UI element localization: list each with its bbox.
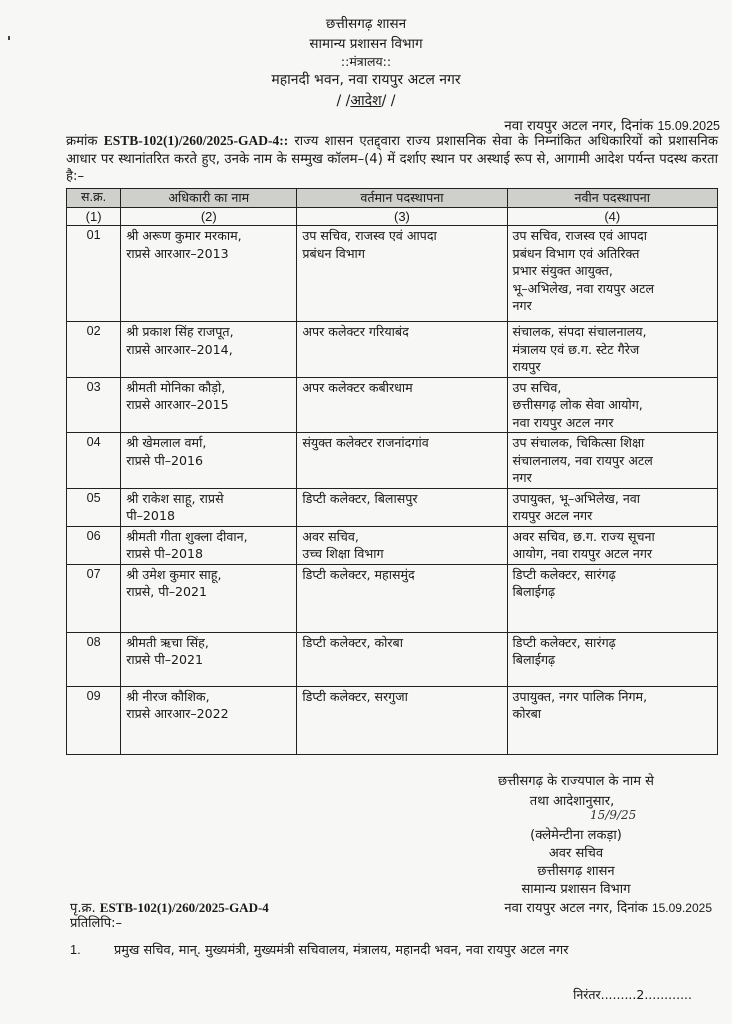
current-posting-cell	[297, 632, 507, 686]
cell-line: मंत्रालय एवं छ.ग. स्टेट गैरेज	[512, 341, 640, 357]
cell-line: नवा रायपुर अटल नगर	[512, 414, 614, 430]
new-posting-cell	[507, 377, 717, 433]
cell-line: डिप्टी कलेक्टर, महासमुंद	[302, 566, 415, 582]
current-posting-cell	[297, 686, 507, 754]
cell-line: राप्रसे आरआर–2022	[126, 706, 229, 721]
signatory-name: (क्लेमेन्टीना लकड़ा)	[530, 828, 622, 843]
department-name: सामान्य प्रशासन विभाग	[309, 36, 423, 52]
govt-name: छत्तीसगढ़ शासन	[325, 16, 407, 32]
cell-line: श्री उमेश कुमार साहू,	[126, 566, 222, 582]
intro-paragraph	[66, 132, 718, 186]
cell-line: डिप्टी कलेक्टर, सरगुजा	[302, 688, 408, 704]
cell-line: रायपुर	[512, 359, 541, 374]
table-row	[67, 632, 718, 686]
new-posting-cell	[507, 526, 717, 564]
sno-cell: 05	[67, 488, 121, 526]
header-sno: स.क्र.	[67, 189, 121, 208]
copy-text: प्रमुख सचिव, मान्. मुख्यमंत्री, मुख्यमंत्री सचिवालय, मंत्रालय, महानदी भवन, नवा रायपुर अटल नगर	[114, 943, 569, 958]
new-posting-cell	[507, 433, 717, 489]
cell-line: डिप्टी कलेक्टर, सारंगढ़	[512, 634, 616, 650]
cell-line: राप्रसे आरआर–2014,	[126, 341, 233, 357]
sno-cell: 01	[67, 226, 121, 322]
sno-cell: 04	[67, 433, 121, 489]
cell-line: नगर	[512, 470, 532, 485]
officer-name-cell	[121, 564, 297, 632]
new-posting-cell	[507, 488, 717, 526]
cell-line: संचालनालय, नवा रायपुर अटल	[512, 452, 653, 468]
colnum-4: (4)	[507, 207, 717, 226]
officer-name-cell	[121, 377, 297, 433]
copy-label: प्रतिलिपि:–	[70, 916, 122, 931]
sno-cell: 09	[67, 686, 121, 754]
intro-text: राज्य शासन एतद्द्वारा राज्य प्रशासनिक सेवा के निम्नांकित अधिकारियों को प्रशासनिक आधार पर स्थानांतरित करते हुए, उनके नाम के सम्मुख कॉलम–(4) में दर्शाए स्थान पर अस्थाई रूप से, आगामी आदेश पर्यन्त पदस्थ करता है:–	[66, 134, 718, 184]
endorsement-place: नवा रायपुर अटल नगर, दिनांक	[504, 901, 648, 916]
table-header-row	[67, 189, 718, 208]
header-new-posting: नवीन पदस्थापना	[507, 189, 717, 208]
header-officer-name: अधिकारी का नाम	[121, 189, 297, 208]
cell-line: बिलाईगढ़	[512, 652, 556, 667]
cell-line: प्रबंधन विभाग	[302, 245, 365, 261]
cell-line: प्रभार संयुक्त आयुक्त,	[512, 263, 613, 278]
order-suffix: / /	[381, 93, 396, 109]
sno-cell: 02	[67, 322, 121, 378]
cell-line: डिप्टी कलेक्टर, सारंगढ़	[512, 566, 616, 582]
ref-number: ESTB-102(1)/260/2025-GAD-4::	[103, 133, 289, 148]
cell-line: राप्रसे पी–2018	[126, 546, 204, 561]
cell-line: उपायुक्त, नगर पालिक निगम,	[512, 688, 648, 704]
table-row	[67, 226, 718, 322]
ministry-label: ::मंत्रालय::	[340, 54, 392, 69]
cell-line: रायपुर अटल नगर	[512, 508, 593, 523]
cell-line: प्रबंधन विभाग एवं अतिरिक्त	[512, 245, 640, 261]
cell-line: श्रीमती ऋचा सिंह,	[126, 634, 209, 650]
endorsement-ref-label: पृ.क्र.	[70, 901, 96, 916]
transfer-table	[66, 188, 718, 755]
cell-line: संचालक, संपदा संचालनालय,	[512, 324, 647, 339]
cell-line: आयोग, नवा रायपुर अटल नगर	[512, 546, 653, 561]
officer-name-cell	[121, 488, 297, 526]
colnum-1: (1)	[67, 207, 121, 226]
ref-label: क्रमांक	[66, 134, 98, 149]
table-row	[67, 488, 718, 526]
cell-line: अपर कलेक्टर कबीरधाम	[302, 379, 413, 395]
cell-line: उच्च शिक्षा विभाग	[302, 546, 384, 561]
officer-name-cell	[121, 322, 297, 378]
new-posting-cell	[507, 632, 717, 686]
table-row	[67, 564, 718, 632]
current-posting-cell	[297, 377, 507, 433]
cell-line: श्री अरूण कुमार मरकाम,	[126, 228, 242, 243]
cell-line: उप सचिव, राजस्व एवं आपदा	[302, 228, 437, 243]
colnum-3: (3)	[297, 207, 507, 226]
table-row	[67, 322, 718, 378]
endorsement-ref-number: ESTB-102(1)/260/2025-GAD-4	[99, 900, 269, 915]
cell-line: छत्तीसगढ़ लोक सेवा आयोग,	[512, 397, 643, 412]
current-posting-cell	[297, 322, 507, 378]
cell-line: डिप्टी कलेक्टर, कोरबा	[302, 634, 404, 650]
cell-line: श्री खेमलाल वर्मा,	[126, 435, 207, 450]
officer-name-cell	[121, 526, 297, 564]
office-address: महानदी भवन, नवा रायपुर अटल नगर	[271, 72, 461, 88]
column-number-row	[67, 207, 718, 226]
continued-marker: निरंतर.........2............	[573, 987, 692, 1002]
cell-line: कोरबा	[512, 706, 542, 721]
new-posting-cell	[507, 686, 717, 754]
signature-order-line: तथा आदेशानुसार,	[529, 794, 615, 809]
cell-line: श्रीमती मोनिका कौड़ो,	[126, 379, 226, 395]
cell-line: श्रीमती गीता शुक्ला दीवान,	[126, 528, 248, 544]
cell-line: उप संचालक, चिकित्सा शिक्षा	[512, 435, 645, 450]
endorsement-dateline	[504, 898, 712, 916]
cell-line: संयुक्त कलेक्टर राजनांदगांव	[302, 435, 429, 450]
colnum-2: (2)	[121, 207, 297, 226]
signatory-designation: अवर सचिव	[548, 846, 604, 861]
officer-name-cell	[121, 686, 297, 754]
endorsement-date: 15.09.2025	[651, 901, 712, 915]
sno-cell: 06	[67, 526, 121, 564]
cell-line: पी–2018	[126, 508, 175, 523]
table-row	[67, 377, 718, 433]
table-row	[67, 686, 718, 754]
cell-line: राप्रसे, पी–2021	[126, 584, 208, 599]
sno-cell: 07	[67, 564, 121, 632]
signatory-org1: छत्तीसगढ़ शासन	[537, 864, 615, 879]
officer-name-cell	[121, 632, 297, 686]
cell-line: राप्रसे आरआर–2013	[126, 245, 229, 261]
copy-item	[70, 940, 730, 958]
table-row	[67, 433, 718, 489]
header-current-posting: वर्तमान पदस्थापना	[297, 189, 507, 208]
cell-line: अवर सचिव,	[302, 528, 359, 544]
cell-line: उपायुक्त, भू–अभिलेख, नवा	[512, 490, 641, 506]
cell-line: श्री राकेश साहू, राप्रसे	[126, 490, 224, 506]
signatory-org2: सामान्य प्रशासन विभाग	[521, 882, 631, 897]
sno-cell: 03	[67, 377, 121, 433]
copy-index: 1.	[70, 942, 81, 957]
sno-cell: 08	[67, 632, 121, 686]
cell-line: डिप्टी कलेक्टर, बिलासपुर	[302, 490, 418, 506]
cell-line: अपर कलेक्टर गरियाबंद	[302, 324, 409, 339]
current-posting-cell	[297, 433, 507, 489]
cell-line: राप्रसे आरआर–2015	[126, 397, 229, 412]
cell-line: नगर	[512, 298, 532, 313]
new-posting-cell	[507, 564, 717, 632]
current-posting-cell	[297, 564, 507, 632]
dateline-date: 15.09.2025	[657, 119, 720, 133]
order-title	[0, 91, 732, 110]
cell-line: राप्रसे पी–2016	[126, 452, 204, 468]
officer-name-cell	[121, 433, 297, 489]
table-row	[67, 526, 718, 564]
cell-line: श्री नीरज कौशिक,	[126, 688, 210, 704]
officer-name-cell	[121, 226, 297, 322]
new-posting-cell	[507, 226, 717, 322]
order-prefix: / /	[336, 93, 351, 109]
order-title-text: आदेश	[350, 93, 382, 109]
current-posting-cell	[297, 488, 507, 526]
cell-line: उप सचिव, राजस्व एवं आपदा	[512, 228, 647, 243]
cell-line: राप्रसे पी–2021	[126, 652, 204, 667]
cell-line: श्री प्रकाश सिंह राजपूत,	[126, 324, 234, 339]
cell-line: भू–अभिलेख, नवा रायपुर अटल	[512, 280, 655, 296]
current-posting-cell	[297, 526, 507, 564]
signature-authority-line: छत्तीसगढ़ के राज्यपाल के नाम से	[498, 774, 654, 789]
dateline-place: नवा रायपुर अटल नगर, दिनांक	[504, 118, 654, 134]
current-posting-cell	[297, 226, 507, 322]
cell-line: उप सचिव,	[512, 379, 562, 395]
new-posting-cell	[507, 322, 717, 378]
handwritten-date: 15/9/25	[590, 808, 637, 822]
cell-line: अवर सचिव, छ.ग. राज्य सूचना	[512, 528, 655, 544]
cell-line: बिलाईगढ़	[512, 584, 556, 599]
